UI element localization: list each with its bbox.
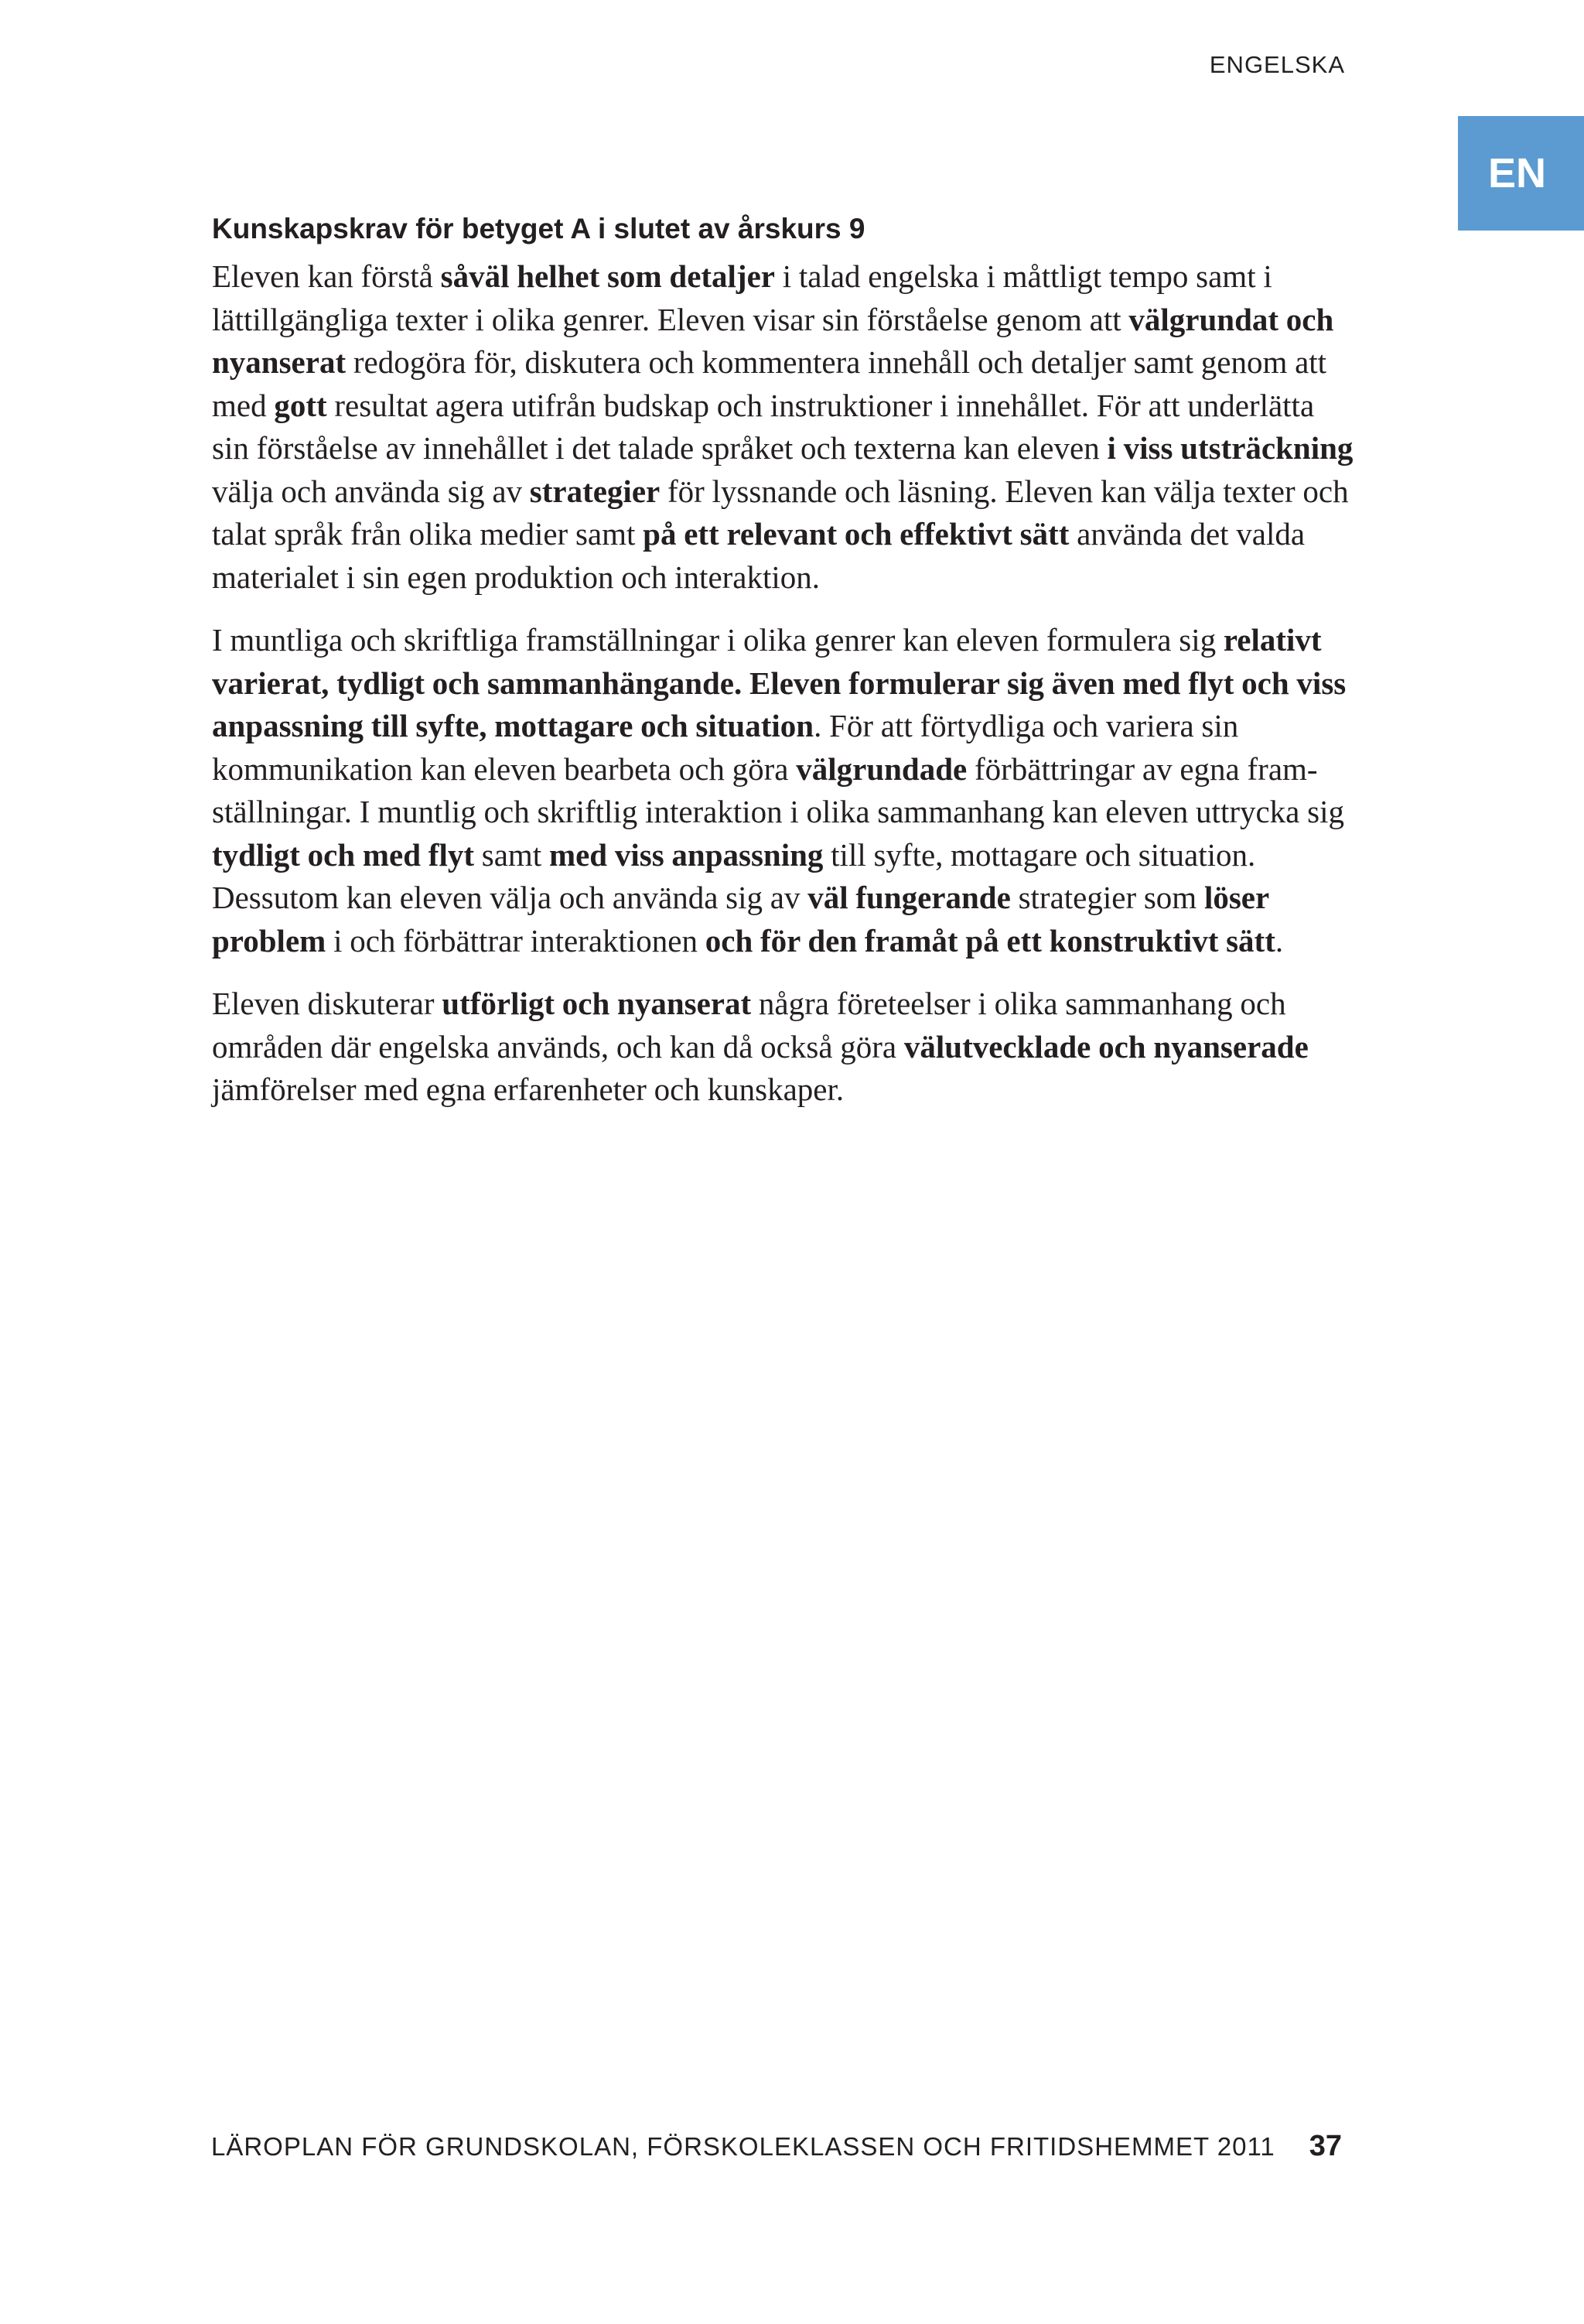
- bold-phrase: välutvecklade och nyanserade: [903, 1028, 1309, 1065]
- text-run: Eleven diskuterar: [212, 986, 442, 1021]
- bold-phrase: med viss anpassning: [548, 836, 824, 873]
- text-run: . För att förtydliga och variera sin kommunikation kan eleven bearbeta och göra: [212, 708, 1239, 787]
- page-number: 37: [1309, 2130, 1342, 2162]
- text-run: .: [1275, 922, 1284, 959]
- text-run: i talad engelska i måttligt tempo samt i lättillgängliga texter i olika genrer. Eleven visar sin förståelse genom att: [212, 258, 1272, 337]
- text-run: för lyssnande och läsning. Eleven kan välja texter och talat språk från olika medier samt: [212, 473, 1349, 552]
- bold-phrase: såväl helhet som detaljer: [440, 258, 775, 294]
- bold-phrase: välgrundade: [796, 750, 968, 787]
- running-head: ENGELSKA: [1209, 51, 1345, 78]
- section-heading: Kunskapskrav för betyget A i slutet av årskurs 9: [212, 213, 865, 244]
- text-run: använda det valda materialet i sin egen produktion och interaktion.: [212, 516, 1306, 595]
- bold-phrase: strategier: [529, 473, 661, 509]
- bold-phrase: löser problem: [212, 880, 1269, 959]
- text-run: samt: [474, 836, 549, 873]
- paragraph-2: [212, 619, 1354, 962]
- bold-phrase: på ett relevant och effektivt sätt: [643, 516, 1070, 552]
- paragraph-3: [212, 983, 1354, 1112]
- bold-phrase: välgrundat och nyanserat: [212, 301, 1334, 380]
- text-run: välja och använda sig av: [212, 473, 530, 509]
- language-tab: EN: [1458, 116, 1584, 231]
- main-content: [212, 207, 1354, 1132]
- text-run: till syfte, mottagare och situation. Dessutom kan eleven välja och använda sig av: [212, 836, 1256, 915]
- bold-phrase: utförligt och nyanserat: [442, 986, 752, 1021]
- text-run: I muntliga och skriftliga framställningar i olika genrer kan eleven formulera sig: [212, 622, 1224, 658]
- text-run: i och förbättrar interaktionen: [326, 922, 705, 959]
- text-run: Eleven kan förstå: [212, 258, 441, 294]
- bold-phrase: och för den framåt på ett konstruktivt sätt: [705, 922, 1275, 959]
- text-run: resultat agera utifrån budskap och instruktioner i innehållet. För att underlätta sin förståelse av innehållet i det talade språket och texterna kan eleven: [212, 387, 1315, 466]
- page-footer: [211, 2130, 1342, 2163]
- text-run: redogöra för, diskutera och kommentera innehåll och detaljer samt genom att med: [212, 344, 1327, 423]
- bold-phrase: gott: [274, 387, 327, 423]
- paragraph-1: [212, 255, 1354, 599]
- text-run: några företeelser i olika sammanhang och områden där engelska används, och kan då också göra: [212, 986, 1286, 1065]
- text-run: jämförelser med egna erfarenheter och kunskaper.: [212, 1071, 845, 1107]
- bold-phrase: tydligt och med flyt: [212, 836, 474, 873]
- bold-phrase: i viss utsträckning: [1107, 430, 1354, 466]
- text-run: strategier som: [1010, 880, 1204, 915]
- text-run: förbättringar av egna framställningar. I muntlig och skriftlig interaktion i olika sammanhang kan eleven uttrycka sig: [212, 750, 1344, 829]
- footer-title: LÄROPLAN FÖR GRUNDSKOLAN, FÖRSKOLEKLASSEN OCH FRITIDSHEMMET 2011: [210, 2132, 1275, 2161]
- bold-phrase: relativt varierat, tydligt och sammanhängande. Eleven formulerar sig även med flyt och viss anpassning till syfte, mottagare och situation: [212, 622, 1347, 743]
- bold-phrase: väl fungerande: [807, 880, 1011, 915]
